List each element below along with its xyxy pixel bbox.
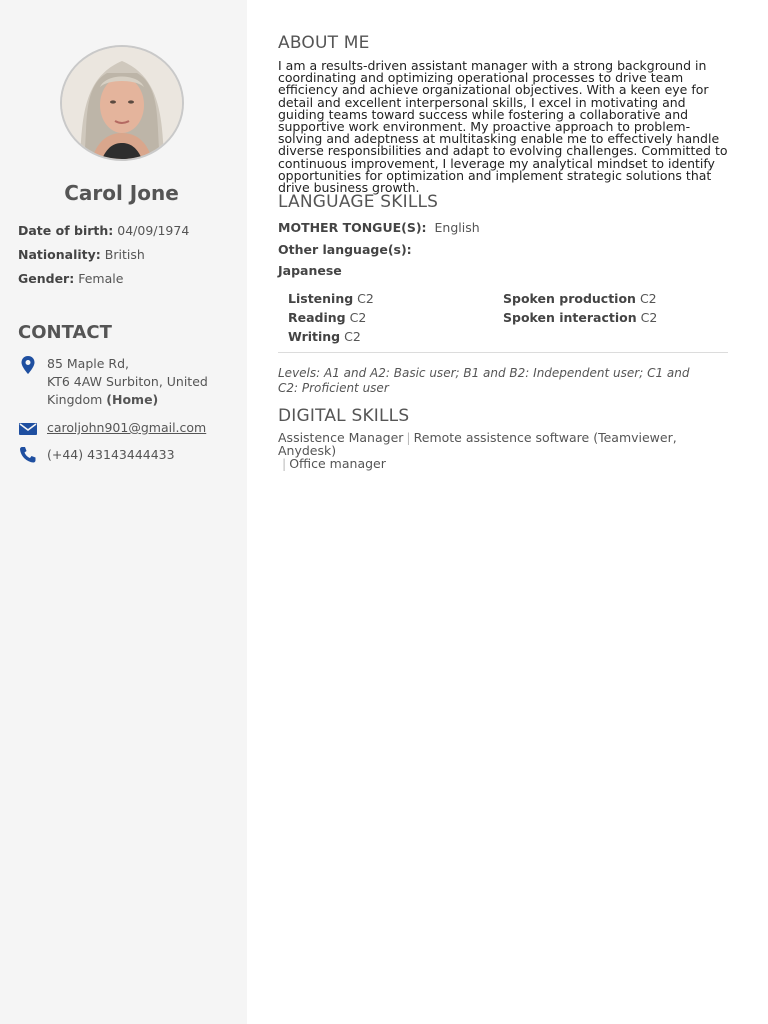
divider	[278, 352, 728, 353]
email-link[interactable]: caroljohn901@gmail.com	[47, 420, 207, 435]
digital-skill-item: Office manager	[289, 456, 386, 471]
skill-spoken-production: Spoken production C2	[503, 291, 657, 306]
digital-heading: DIGITAL SKILLS	[278, 406, 410, 426]
mother-tongue-value: English	[434, 220, 480, 235]
gender-label: Gender:	[18, 271, 75, 286]
levels-note: Levels: A1 and A2: Basic user; B1 and B2: Independent user; C1 and C2: Proficient user	[278, 366, 690, 395]
gender-row	[18, 271, 123, 286]
about-text: I am a results-driven assistant manager with a strong background in coordinating and optimizing operational processes to drive team efficiency and achieve organizational objectives. With a keen eye for detail and excellent interpersonal skills, I excel in motivating and guiding teams toward success while fostering a collaborative and supportive work environment. My proactive approach to problem-solving and adeptness at multitasking enable me to effectively handle diverse responsibilities and adapt to evolving challenges. Committed to continuous improvement, I leverage my analytical mindset to identify opportunities for optimization and implement strategic solutions that drive business growth.	[278, 58, 728, 196]
skill-writing: Writing C2	[288, 329, 361, 344]
address-line1: 85 Maple Rd,	[47, 356, 129, 371]
dob-row	[18, 223, 189, 238]
other-language-label: Other language(s):	[278, 242, 412, 257]
profile-name: Carol Jone	[64, 181, 179, 205]
digital-skill-item: Remote assistence software (Teamviewer, Anydesk)	[278, 430, 677, 458]
nationality-value: British	[104, 247, 145, 262]
portrait-image	[62, 47, 182, 159]
nationality-row	[18, 247, 145, 262]
address-type: (Home)	[106, 392, 159, 407]
skill-spoken-interaction: Spoken interaction C2	[503, 310, 658, 325]
skill-reading: Reading C2	[288, 310, 367, 325]
digital-skill-item: Assistence Manager	[278, 430, 404, 445]
separator: |	[282, 456, 287, 471]
about-heading: ABOUT ME	[278, 33, 370, 53]
email-row	[47, 419, 227, 437]
phone-number: (+44) 43143444433	[47, 447, 175, 462]
digital-skills-list	[278, 431, 730, 470]
address-line2: KT6 4AW Surbiton, United Kingdom (Home)	[47, 374, 208, 407]
skill-listening: Listening C2	[288, 291, 374, 306]
dob-value: 04/09/1974	[117, 223, 190, 238]
profile-photo	[60, 45, 184, 161]
address	[47, 355, 227, 409]
mother-tongue-row	[278, 220, 480, 235]
location-pin-icon	[18, 355, 38, 375]
language-heading: LANGUAGE SKILLS	[278, 192, 439, 212]
dob-label: Date of birth:	[18, 223, 114, 238]
nationality-label: Nationality:	[18, 247, 101, 262]
other-language-name: Japanese	[278, 263, 342, 278]
gender-value: Female	[78, 271, 124, 286]
contact-heading: CONTACT	[18, 322, 112, 343]
email-icon	[18, 420, 38, 440]
separator: |	[406, 430, 411, 445]
mother-tongue-label: MOTHER TONGUE(S):	[278, 220, 427, 235]
phone-icon	[18, 446, 38, 466]
